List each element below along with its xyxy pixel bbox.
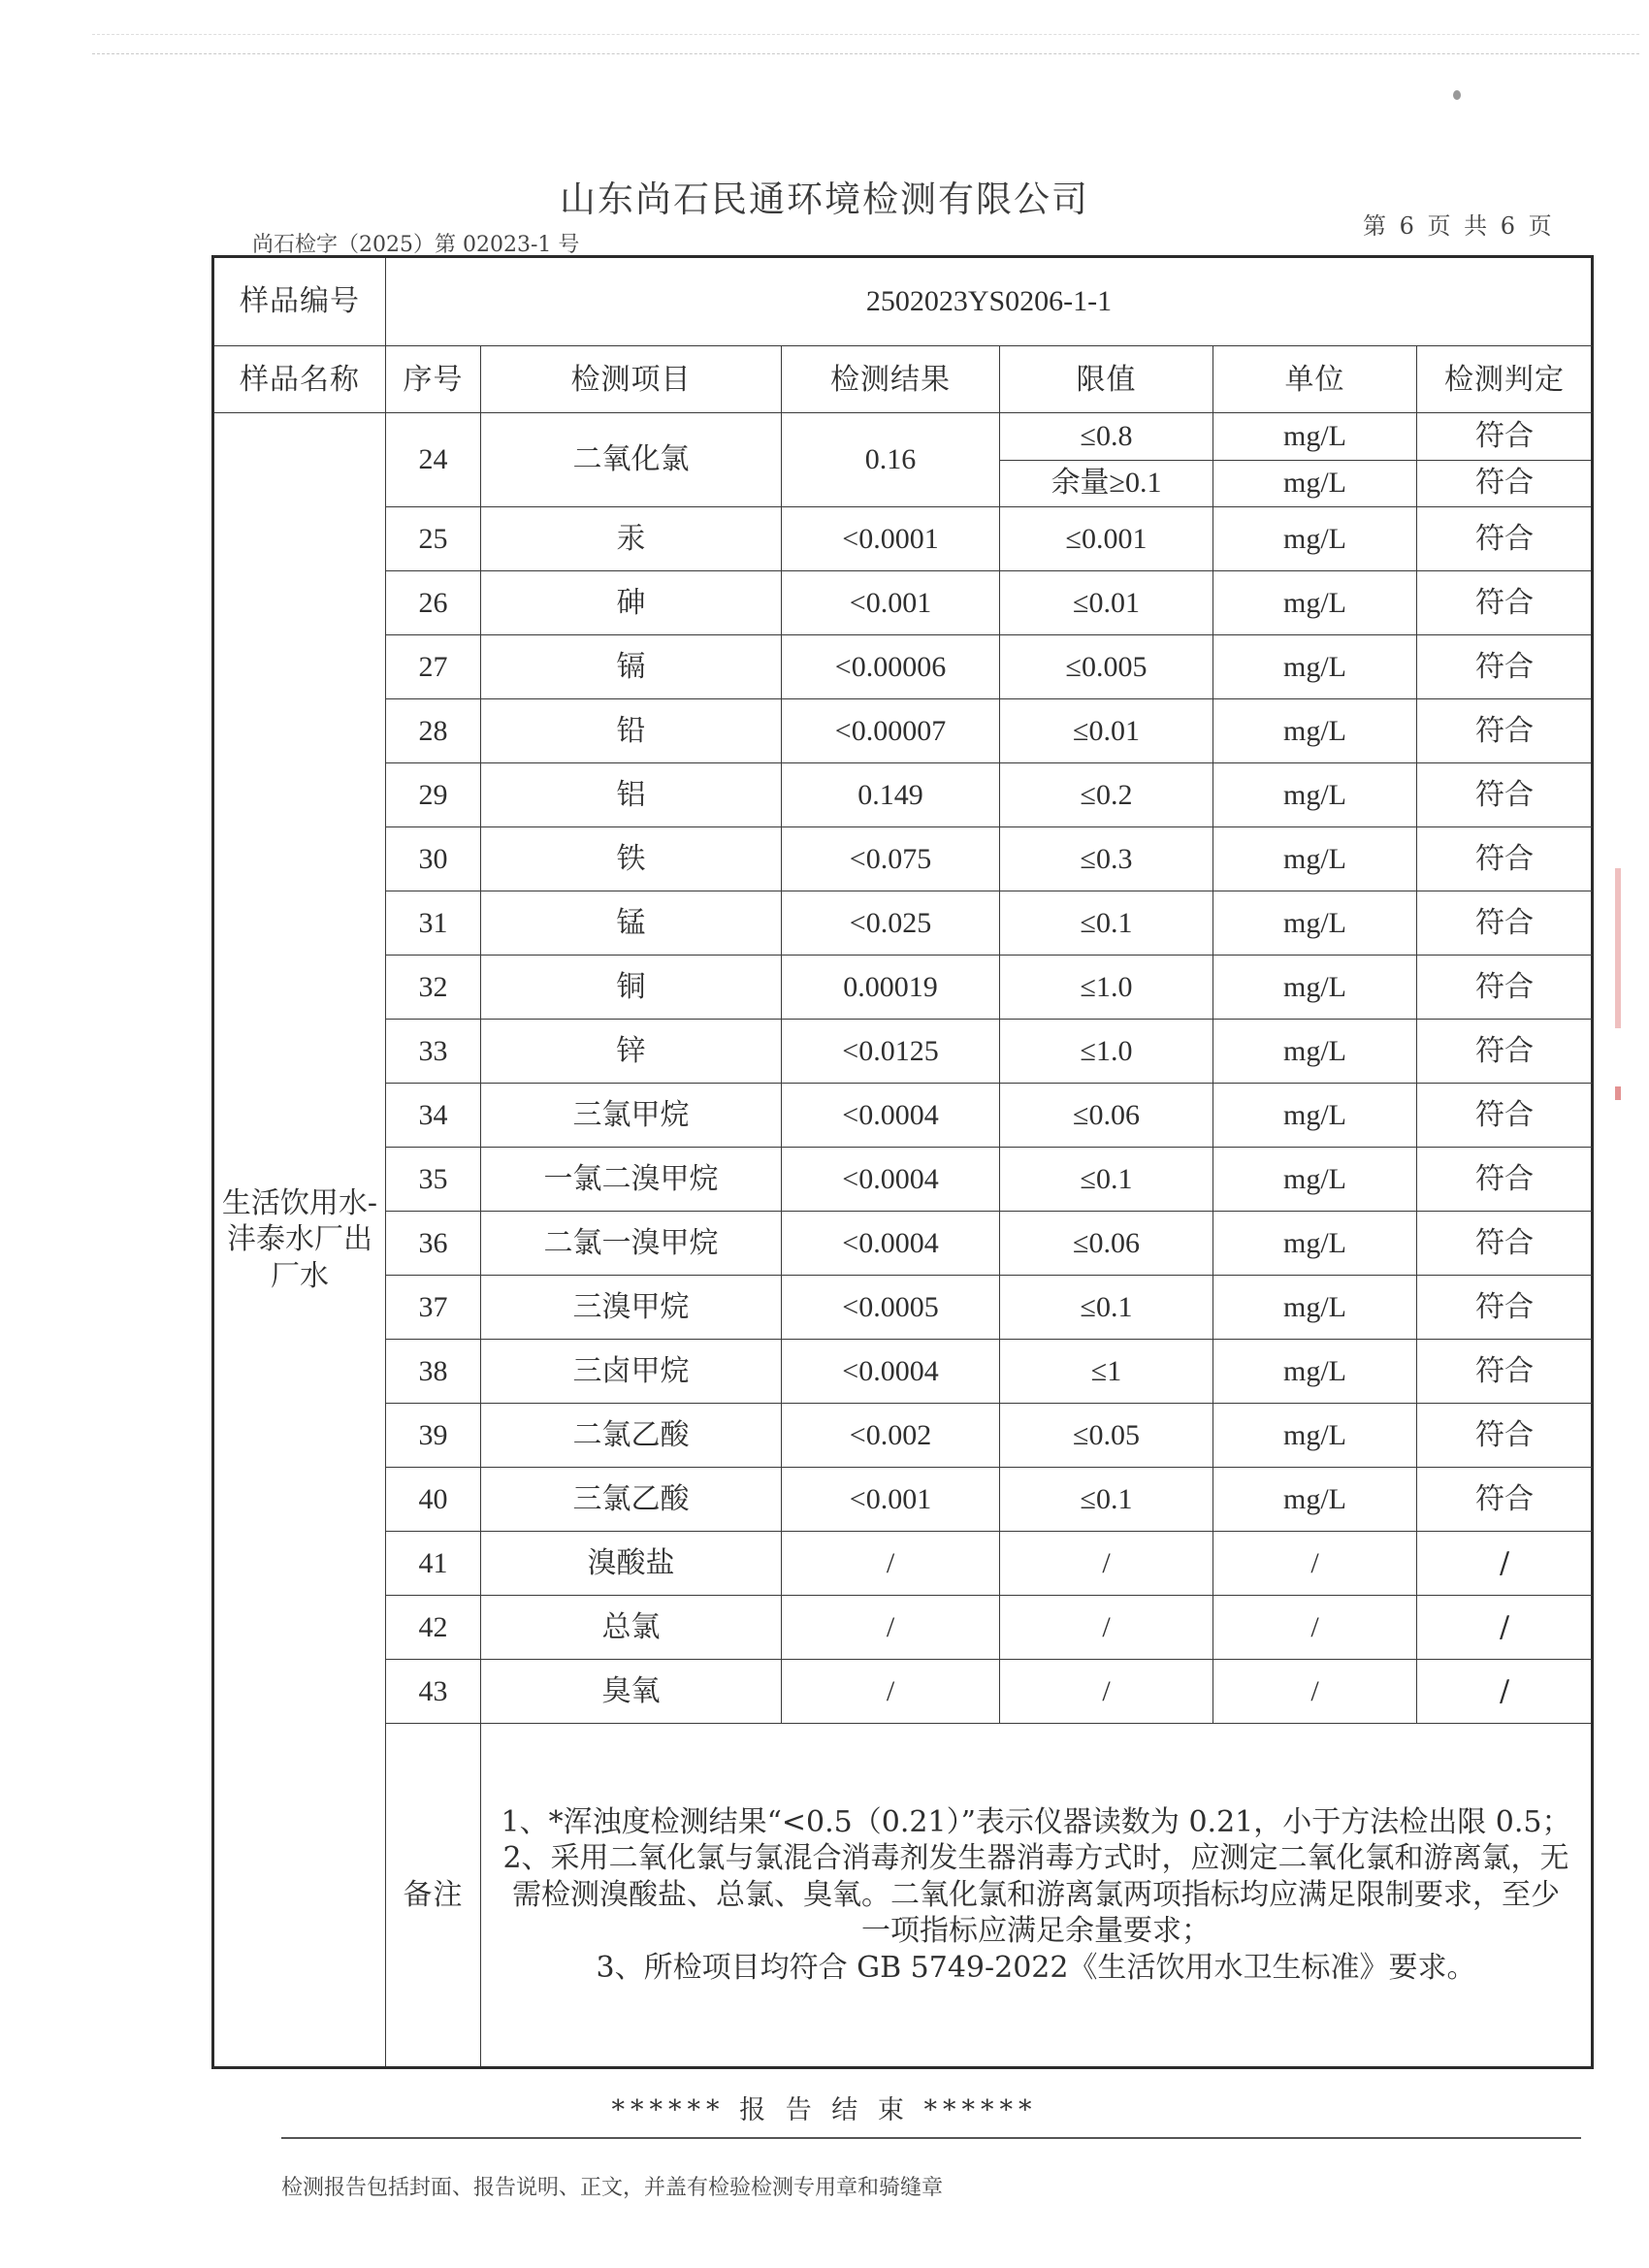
limit-cell: ≤0.1 [1000,1148,1213,1212]
seq-no-cell: 24 [386,413,481,506]
limit-cell: ≤0.005 [1000,634,1213,698]
table-row [213,1468,1593,1532]
table-row [213,762,1593,826]
result-cell: <0.075 [782,827,1000,891]
report-end-mark: ****** 报 告 结 束 ****** [611,2095,1038,2125]
header-seq-no: 序号 [386,346,481,413]
test-item-cell: 铅 [481,698,782,762]
notes-cell [481,1724,1593,2068]
note-line: 一项指标应满足余量要求； [861,1914,1211,1949]
verdict-cell: 符合 [1417,1276,1593,1340]
company-name: 山东尚石民通环境检测有限公司 [560,178,1089,220]
table-row [213,1532,1593,1596]
limit-cell: ≤1.0 [1000,1020,1213,1084]
result-cell: <0.00007 [782,698,1000,762]
verdict-cell: 符合 [1417,634,1593,698]
limit-cell: ≤0.001 [1000,506,1213,570]
seq-no-cell: 42 [386,1596,481,1660]
test-item-cell: 三溴甲烷 [481,1276,782,1340]
table-row [213,1084,1593,1148]
page-number: 第 6 页 共 6 页 [1363,212,1555,240]
unit-cell: mg/L [1213,1212,1417,1276]
result-cell: <0.0004 [782,1340,1000,1404]
header-verdict: 检测判定 [1417,346,1593,413]
limit-cell: ≤0.8 [1000,413,1213,460]
header-limit: 限值 [1000,346,1213,413]
verdict-cell: 符合 [1417,891,1593,956]
seq-no-cell: 43 [386,1660,481,1724]
test-item-cell: 锰 [481,891,782,956]
seq-no-cell: 28 [386,698,481,762]
header-test-item: 检测项目 [481,346,782,413]
unit-cell: mg/L [1213,570,1417,634]
table-row [213,1660,1593,1724]
result-cell: 0.149 [782,762,1000,826]
unit-cell: mg/L [1213,1020,1417,1084]
limit-cell: ≤0.05 [1000,1404,1213,1468]
result-cell: <0.001 [782,570,1000,634]
note-line: 2、采用二氧化氯与氯混合消毒剂发生器消毒方式时，应测定二氧化氯和游离氯，无 [502,1841,1569,1876]
unit-cell: mg/L [1213,956,1417,1020]
seq-no-cell: 32 [386,956,481,1020]
limit-cell: ≤0.01 [1000,698,1213,762]
verdict-cell: 符合 [1417,1340,1593,1404]
test-item-cell: 铁 [481,827,782,891]
sample-id-row [213,257,1593,346]
sample-id-label: 样品编号 [213,257,386,346]
limit-cell: ≤0.2 [1000,762,1213,826]
result-cell: / [782,1596,1000,1660]
table-row [213,413,1593,460]
limit-cell: / [1000,1532,1213,1596]
table-row [213,698,1593,762]
table-row [213,1020,1593,1084]
seq-no-cell: 37 [386,1276,481,1340]
result-cell: <0.002 [782,1404,1000,1468]
table-row [213,1340,1593,1404]
test-item-cell: 总氯 [481,1596,782,1660]
report-number: 尚石检字（2025）第 02023-1 号 [252,233,580,257]
unit-cell: mg/L [1213,413,1417,460]
verdict-cell: / [1417,1596,1593,1660]
result-cell: <0.0004 [782,1084,1000,1148]
unit-cell: / [1213,1660,1417,1724]
limit-cell: / [1000,1596,1213,1660]
verdict-cell: 符合 [1417,1212,1593,1276]
notes-label: 备注 [386,1724,481,2068]
header-unit: 单位 [1213,346,1417,413]
test-item-cell: 溴酸盐 [481,1532,782,1596]
table-row [213,634,1593,698]
result-cell: <0.001 [782,1468,1000,1532]
seq-no-cell: 30 [386,827,481,891]
unit-cell: mg/L [1213,762,1417,826]
seq-no-cell: 35 [386,1148,481,1212]
table-row [213,1404,1593,1468]
table-row [213,1148,1593,1212]
result-cell: <0.00006 [782,634,1000,698]
note-line: 需检测溴酸盐、总氯、臭氧。二氧化氯和游离氯两项指标均应满足限制要求，至少 [512,1877,1560,1912]
seq-no-cell: 26 [386,570,481,634]
footer-divider [281,2137,1581,2139]
verdict-cell: 符合 [1417,827,1593,891]
verdict-cell: 符合 [1417,956,1593,1020]
table-row [213,506,1593,570]
verdict-cell: 符合 [1417,698,1593,762]
scan-speck [1453,90,1461,100]
table-row [213,891,1593,956]
seq-no-cell: 29 [386,762,481,826]
verdict-cell: 符合 [1417,762,1593,826]
limit-cell: ≤1.0 [1000,956,1213,1020]
limit-cell: ≤0.3 [1000,827,1213,891]
verdict-cell: / [1417,1660,1593,1724]
result-cell: / [782,1532,1000,1596]
header-result: 检测结果 [782,346,1000,413]
limit-cell: ≤0.06 [1000,1084,1213,1148]
seq-no-cell: 36 [386,1212,481,1276]
table-row [213,1212,1593,1276]
limit-cell: ≤1 [1000,1340,1213,1404]
limit-cell: ≤0.1 [1000,1468,1213,1532]
header-row [213,346,1593,413]
unit-cell: mg/L [1213,460,1417,506]
test-item-cell: 砷 [481,570,782,634]
unit-cell: mg/L [1213,698,1417,762]
test-item-cell: 臭氧 [481,1660,782,1724]
notes-row [213,1724,1593,2068]
unit-cell: / [1213,1532,1417,1596]
test-item-cell: 三氯甲烷 [481,1084,782,1148]
footer-note: 检测报告包括封面、报告说明、正文，并盖有检验检测专用章和骑缝章 [281,2176,944,2200]
unit-cell: mg/L [1213,634,1417,698]
limit-cell: / [1000,1660,1213,1724]
unit-cell: mg/L [1213,1148,1417,1212]
unit-cell: mg/L [1213,1276,1417,1340]
test-item-cell: 铝 [481,762,782,826]
verdict-cell: 符合 [1417,1084,1593,1148]
test-item-cell: 镉 [481,634,782,698]
test-item-cell: 锌 [481,1020,782,1084]
seq-no-cell: 41 [386,1532,481,1596]
result-cell: / [782,1660,1000,1724]
verdict-cell: 符合 [1417,1404,1593,1468]
result-cell: 0.16 [782,413,1000,506]
verdict-cell: 符合 [1417,413,1593,460]
test-item-cell: 汞 [481,506,782,570]
seal-edge-mark [1615,1086,1621,1100]
result-cell: <0.0005 [782,1276,1000,1340]
limit-cell: 余量≥0.1 [1000,460,1213,506]
verdict-cell: 符合 [1417,460,1593,506]
seq-no-cell: 38 [386,1340,481,1404]
test-item-cell: 二氯一溴甲烷 [481,1212,782,1276]
result-cell: <0.0001 [782,506,1000,570]
test-item-cell: 二氯乙酸 [481,1404,782,1468]
seq-no-cell: 27 [386,634,481,698]
verdict-cell: / [1417,1532,1593,1596]
scan-edge-line [92,34,1639,35]
table-row [213,956,1593,1020]
result-cell: <0.0004 [782,1148,1000,1212]
result-cell: <0.025 [782,891,1000,956]
limit-cell: ≤0.1 [1000,1276,1213,1340]
table-row [213,827,1593,891]
test-item-cell: 三卤甲烷 [481,1340,782,1404]
verdict-cell: 符合 [1417,1468,1593,1532]
note-line: 3、所检项目均符合 GB 5749-2022《生活饮用水卫生标准》要求。 [596,1950,1476,1985]
test-item-cell: 一氯二溴甲烷 [481,1148,782,1212]
scan-edge-line [92,53,1639,54]
test-item-cell: 三氯乙酸 [481,1468,782,1532]
seal-edge-mark [1615,868,1621,1028]
test-results-table [211,255,1594,2069]
verdict-cell: 符合 [1417,1020,1593,1084]
unit-cell: mg/L [1213,891,1417,956]
unit-cell: mg/L [1213,1340,1417,1404]
sample-id-value: 2502023YS0206-1-1 [386,257,1593,346]
test-item-cell: 铜 [481,956,782,1020]
seq-no-cell: 31 [386,891,481,956]
unit-cell: mg/L [1213,827,1417,891]
seq-no-cell: 25 [386,506,481,570]
seq-no-cell: 34 [386,1084,481,1148]
unit-cell: / [1213,1596,1417,1660]
table-row [213,1596,1593,1660]
limit-cell: ≤0.1 [1000,891,1213,956]
unit-cell: mg/L [1213,1468,1417,1532]
limit-cell: ≤0.01 [1000,570,1213,634]
sample-name: 生活饮用水-沣泰水厂出厂水 [213,413,386,2068]
table-row [213,1276,1593,1340]
seq-no-cell: 39 [386,1404,481,1468]
test-item-cell: 二氧化氯 [481,413,782,506]
result-cell: 0.00019 [782,956,1000,1020]
unit-cell: mg/L [1213,1404,1417,1468]
seq-no-cell: 33 [386,1020,481,1084]
unit-cell: mg/L [1213,506,1417,570]
table-row [213,570,1593,634]
result-cell: <0.0125 [782,1020,1000,1084]
seq-no-cell: 40 [386,1468,481,1532]
verdict-cell: 符合 [1417,506,1593,570]
verdict-cell: 符合 [1417,570,1593,634]
header-sample-name: 样品名称 [213,346,386,413]
limit-cell: ≤0.06 [1000,1212,1213,1276]
verdict-cell: 符合 [1417,1148,1593,1212]
unit-cell: mg/L [1213,1084,1417,1148]
result-cell: <0.0004 [782,1212,1000,1276]
note-line: 1、*浑浊度检测结果“<0.5（0.21）”表示仪器读数为 0.21，小于方法检出限 0.5； [501,1804,1571,1839]
